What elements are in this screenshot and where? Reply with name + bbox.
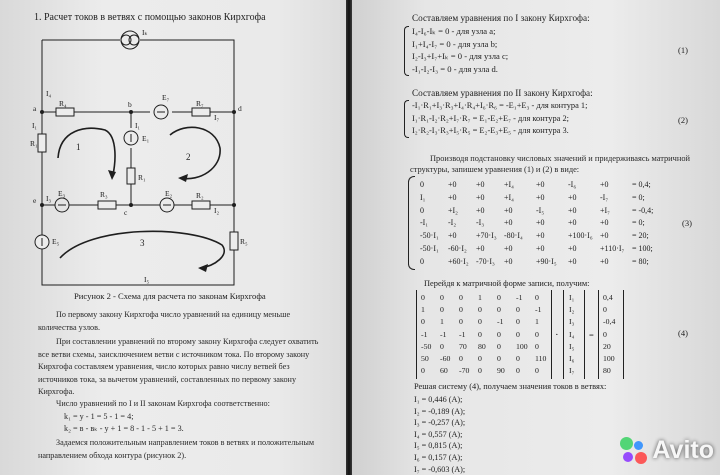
system-cell: +0 [504,256,513,266]
vector-i-cell: I₂ [569,305,575,315]
equation-k2: k₂ = в - вₖ - y + 1 = 8 - 1 - 5 + 1 = 3. [64,424,184,433]
matrix-a-cell: 1 [478,293,482,302]
vector-b-cell: 0 [603,305,607,315]
system-cell: +0 [476,205,485,215]
label-node-e: e [33,196,37,205]
system-cell: -I₇ [600,192,609,202]
label-r7: R₇ [196,99,204,108]
label-e2: E₂ [165,189,173,198]
matrix-a-cell: 0 [478,329,482,339]
matrix-a-cell: -1 [516,293,523,302]
matrix-a-cell: 110 [535,354,547,363]
vector-i-cell: I₇ [569,366,575,376]
system-cell: +0 [448,231,457,241]
matrix-a-cell: 0 [478,317,482,327]
matrix-a-cell: 60 [440,366,448,376]
system-cell: +60·I₂ [448,256,469,266]
label-node-b: b [128,100,132,109]
system-cell: +110·I₇ [600,244,625,253]
system-cell: +0 [568,218,577,228]
system-cell: +0 [568,244,577,253]
solution-list [414,394,465,475]
label-r1: R₁ [30,139,38,148]
law1-heading: Составляем уравнения по I закону Кирхгофа: [412,13,590,23]
matrix-equals: = [589,330,594,340]
system-cell: +70·I₃ [476,231,497,241]
law1-equations [412,25,508,75]
matrix-a-cell: 90 [497,366,505,376]
matrix-a-cell: 1 [440,317,444,327]
vector-b [598,290,624,379]
paragraph-2-line-2: все ветви схемы, заисключением ветви с источником тока. По второму закону [38,349,310,359]
system-cell: +0 [504,244,513,253]
vector-b-cell: 20 [603,341,611,351]
label-r2: R₂ [196,191,204,200]
equation-k1: k₁ = y - 1 = 5 - 1 = 4; [64,412,134,421]
law2-equations [412,100,587,138]
paragraph-1-line-1: По первому закону Кирхгофа число уравнений на единицу меньше [56,310,291,319]
vector-i-cell: I₅ [569,341,575,351]
solution-i1: I₁ = 0,446 (A); [414,395,463,404]
paragraph-4 [38,437,314,462]
law1-brace [404,26,409,76]
solution-heading: Решая систему (4), получаем значения токов в ветвях: [414,382,607,391]
law2-brace [404,100,409,138]
label-r3: R₃ [100,190,108,199]
system-cell: = 20; [632,231,649,241]
label-node-a: a [33,104,37,113]
system-cell: +0 [476,244,485,253]
vector-b-cell: 100 [603,354,615,363]
system-number: (3) [682,218,692,228]
system-cell: -I₆ [568,180,577,189]
matrix-a-cell: -70 [459,366,470,376]
matrix-a-cell: 70 [459,341,467,351]
matrix-a-cell: 0 [478,305,482,315]
law1-number: (1) [678,45,688,55]
system-cell: +0 [536,231,545,241]
vector-b-cell: 0,4 [603,293,613,302]
vector-i-cell: I₆ [569,354,575,363]
matrix-a-cell: 0 [535,293,539,302]
solution-i7: I₇ = -0,603 (A); [414,464,466,474]
matrix-a-cell: 0 [440,293,444,302]
right-page [352,0,720,475]
label-i1-left: I₁ [32,121,38,130]
matrix-a-cell: 0 [497,305,501,315]
system-cell: -I₅ [536,205,545,215]
law2-eq-2: I₁·R₁-I₂·R₂+I₇·R₇ = E₁-E₂+E₇ - для контура 2; [412,113,569,123]
section-title: 1. Расчет токов в ветвях с помощью законов Кирхгофа [34,12,266,23]
matrix-a-cell: 0 [459,354,463,363]
paragraph-2-line-5: Кирхгофа. [38,387,75,396]
system-cell: +0 [568,192,577,202]
system-cell: +0 [504,205,513,215]
system-cell: +0 [476,180,485,189]
system-cell: -50·I₁ [420,231,439,241]
system-cell: +0 [600,218,609,228]
matrix-dot: · [555,329,559,341]
matrix-a-cell: 0 [516,366,520,376]
matrix-a-cell: 0 [421,293,425,302]
label-i4: I₄ [46,89,52,98]
label-i3: I₃ [46,194,52,203]
figure-caption: Рисунок 2 - Схема для расчета по законам Кирхгофа [74,291,266,301]
paragraph-2-line-1: При составлении уравнений по второму закону Кирхгофа следует охватить [56,337,319,346]
label-loop-1: 1 [76,142,81,152]
matrix-a-cell: 0 [535,341,539,351]
matrix-a-cell: 0 [440,305,444,315]
label-r11: R₁ [138,173,146,182]
substitution-text [410,153,690,175]
system-cell: +0 [536,180,545,189]
matrix-a-cell: 0 [497,354,501,363]
label-source-k: Iₖ [142,28,148,37]
vector-i-cell: I₃ [569,317,575,327]
substitution-line-2: структуры, запишем уравнения (1) и (2) в виде: [410,165,580,174]
matrix-a-cell: 0 [516,354,520,363]
matrix-a-cell: 0 [497,293,501,302]
law2-eq-3: I₂·R₂-I₃·R₃+I₅·R₅ = E₂-E₃+E₅ - для контура 3. [412,126,569,136]
matrix-a-cell: 80 [478,341,486,351]
matrix-a-cell: 0 [478,366,482,376]
label-loop-2: 2 [186,152,191,162]
system-cell: 0 [420,205,424,215]
system-cell: +I₂ [448,205,458,215]
system-cell: -60·I₂ [448,244,467,253]
matrix-a-cell: -1 [421,329,428,339]
paragraph-3: Число уравнений по I и II законам Кирхгофа соответственно: [56,399,270,408]
paragraph-1-line-2: количества узлов. [38,322,101,332]
matrix-a-cell: 0 [440,341,444,351]
system-cell: +0 [536,244,545,253]
vector-b-cell: 80 [603,366,611,376]
matrix-a-cell: 0 [459,293,463,302]
system-cell: +I₄ [504,192,514,202]
paragraph-2-line-4: источников тока, за вычетом уравнений, составленных по первому закону [38,374,297,384]
paragraph-2-line-3: Кирхгофа составляем уравнения, число которых равно числу ветвей без [38,362,290,371]
system-cell: +0 [536,192,545,202]
system-cell: -I₁ [420,218,429,228]
left-page [0,0,346,475]
label-loop-3: 3 [140,238,145,248]
label-i7: I₇ [214,113,220,122]
matrix-a [416,290,552,379]
system-cell: +0 [448,192,457,202]
system-cell: = 0,4; [632,180,651,189]
law1-eq-1: I₄-I₆-Iₖ = 0 - для узла a; [412,26,496,36]
law2-eq-1: -I₁·R₁+I₃·R₃+I₄·R₄+I₆·R₆ = -E₁+E₃ - для контура 1; [412,101,588,110]
matrix-a-cell: 0 [535,329,539,339]
matrix-a-cell: -1 [459,329,466,339]
matrix-a-cell: 0 [497,329,501,339]
matrix-a-cell: 1 [535,317,539,327]
matrix-a-cell: 0 [459,317,463,327]
paragraph-1 [38,309,290,334]
system-cell: +0 [600,256,609,266]
vector-b-cell: 0 [603,329,607,339]
system-cell: 0 [420,180,424,189]
vector-i-cell: I₁ [569,293,575,302]
matrix-heading: Перейдя к матричной форме записи, получим: [424,279,590,288]
matrix-a-cell: -1 [535,305,542,315]
vector-i-cell: I₄ [569,329,575,339]
system-cell: = 100; [632,244,653,253]
matrix-number: (4) [678,328,688,338]
system-cell: 0 [420,256,424,266]
solution-i4: I₄ = 0,557 (A); [414,429,463,439]
vector-i [563,290,585,379]
matrix-a-cell: 1 [421,305,425,315]
label-i1: I₁ [135,121,141,130]
matrix-a-cell: 100 [516,341,528,351]
system-cell: -I₂ [448,218,457,228]
label-e3: E₃ [58,189,66,198]
system-cell: -80·I₄ [504,231,523,241]
system-cell: +I₇ [600,205,610,215]
system-cell: = 0; [632,192,645,202]
system-cell: I₁ [420,192,426,202]
solution-i2: I₂ = -0,189 (A); [414,406,466,416]
system-brace [408,176,415,270]
system-cell: +0 [448,180,457,189]
matrix-a-cell: -60 [440,354,451,363]
matrix-a-cell: 0 [421,366,425,376]
system-cell: = 0; [632,218,645,228]
matrix-a-cell: -1 [497,317,504,327]
matrix-a-cell: 0 [497,341,501,351]
law1-eq-4: -I₁-I₂-I₃ = 0 - для узла d. [412,63,498,74]
vector-b-cell: -0,4 [603,317,616,327]
matrix-a-cell: 0 [421,317,425,327]
law2-heading: Составляем уравнения по II закону Кирхгофа: [412,88,593,98]
matrix-a-cell: -1 [440,329,447,339]
law1-eq-2: I₁+I₄-I₇ = 0 - для узла b; [412,38,498,49]
matrix-a-cell: 0 [516,329,520,339]
solution-i6: I₆ = 0,157 (A); [414,452,463,462]
matrix-a-cell: 0 [516,305,520,315]
avito-logo-icon [618,435,648,465]
label-i5: I₅ [144,275,150,284]
solution-i5: I₅ = 0,815 (A); [414,441,463,451]
matrix-a-cell: 0 [478,354,482,363]
label-e5: E₅ [52,237,60,246]
system-cell: +0 [476,192,485,202]
label-node-d: d [238,104,242,113]
label-e1: E₁ [142,134,150,143]
circuit-diagram [0,0,346,300]
system-cell: +100·I₆ [568,231,593,241]
system-cell: +I₄ [504,180,514,189]
paragraph-2 [38,336,318,399]
law1-eq-3: I₂-I₃+I₇+Iₖ = 0 - для узла c; [412,51,509,62]
substitution-line-1: Производя подстановку числовых значений и придерживаясь матричной [430,154,691,163]
watermark-text: Avito [652,435,714,464]
system-cell: +0 [504,218,513,228]
system-cell: -50·I₁ [420,244,439,253]
solution-i3: I₃ = -0,257 (A); [414,418,466,428]
label-node-c: c [124,208,128,217]
system-cell: +0 [536,218,545,228]
system-cell: +0 [600,180,609,189]
system-cell: +0 [568,256,577,266]
label-r4: R₄ [59,99,67,108]
system-cell: -I₃ [476,218,485,228]
matrix-a-cell: -50 [421,341,432,351]
system-cell: -70·I₃ [476,256,495,266]
label-e7: E₇ [162,93,170,102]
system-cell: +90·I₅ [536,256,557,266]
matrix-a-cell: 50 [421,354,429,363]
matrix-a-cell: 0 [516,317,520,327]
law2-number: (2) [678,115,688,125]
avito-watermark [618,435,714,465]
system-cell: = -0,4; [632,205,654,215]
paragraph-4-line-1: Задаемся положительным направлением токов в ветвях и положительным [56,438,315,447]
system-cell: +0 [600,231,609,241]
paragraph-4-line-2: направлением обхода контура (рисунок 2). [38,450,187,460]
system-cell: = 80; [632,256,649,266]
label-r5: R₅ [240,237,248,246]
label-i2: I₂ [214,206,220,215]
matrix-a-cell: 0 [535,366,539,376]
system-cell: +0 [568,205,577,215]
matrix-a-cell: 0 [459,305,463,315]
